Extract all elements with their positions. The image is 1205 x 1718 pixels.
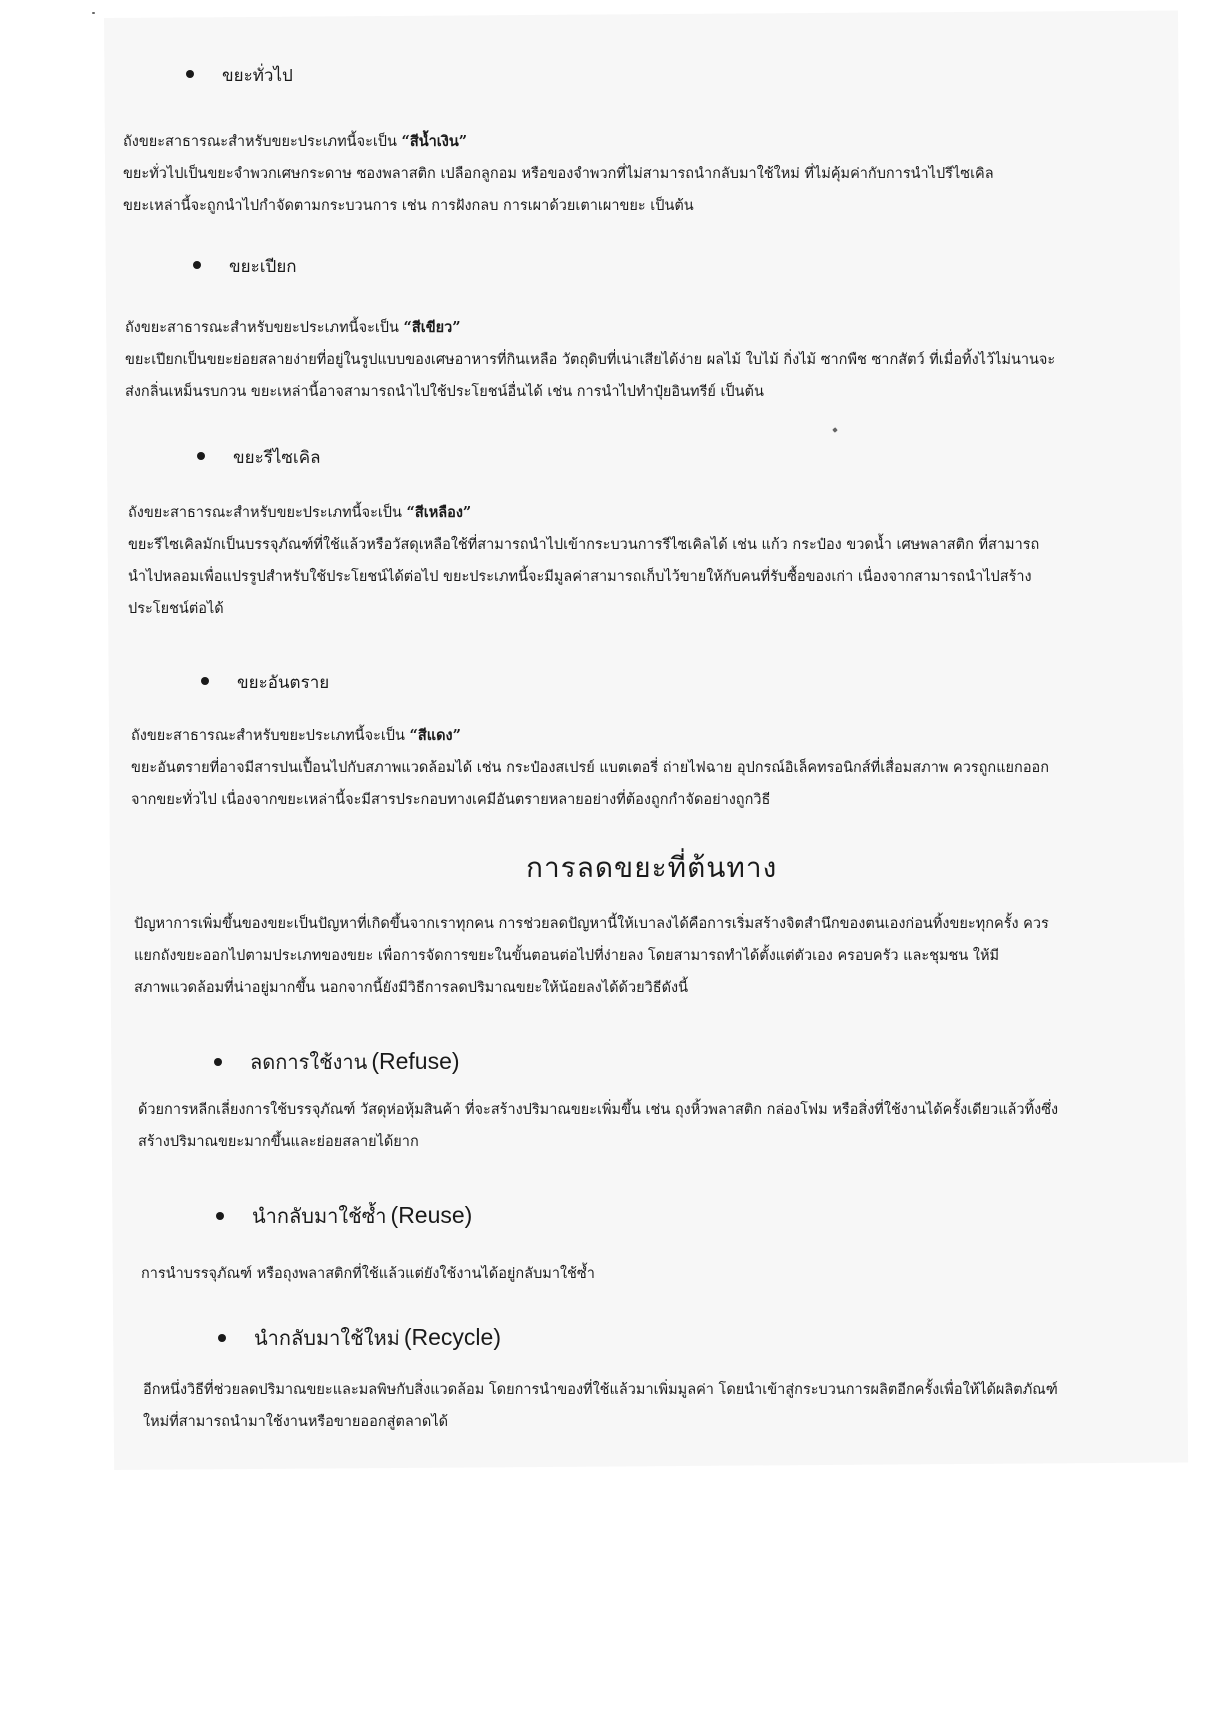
waste-type-heading: ขยะทั่วไป <box>222 66 293 86</box>
scan-speck <box>92 12 95 14</box>
bullet-icon <box>201 677 209 685</box>
bullet-icon <box>186 70 194 78</box>
waste-type-general <box>186 62 293 89</box>
method-label-th: ลดการใช้งาน <box>250 1050 368 1074</box>
method-label-en: (Refuse) <box>371 1048 460 1074</box>
description-line: อีกหนึ่งวิธีที่ช่วยลดปริมาณขยะและมลพิษกับสิ่งแวดล้อม โดยการนำของที่ใช้แล้วมาเพิ่มมูลค่า โดยนำเข้าสู่กระบวนการผลิตอีกครั้งเพื่อให้ได้ผลิตภัณฑ์ <box>143 1382 1058 1398</box>
intro-line: ปัญหาการเพิ่มขึ้นของขยะเป็นปัญหาที่เกิดขึ้นจากเราทุกคน การช่วยลดปัญหานี้ให้เบาลงได้คือการเริ่มสร้างจิตสำนึกของตนเองก่อนทิ้งขยะทุกครั้ง ควร <box>134 916 1049 932</box>
intro-line: แยกถังขยะออกไปตามประเภทของขยะ เพื่อการจัดการขยะในขั้นตอนต่อไปที่ง่ายลง โดยสามารถทำได้ตั้งแต่ตัวเอง ครอบครัว และชุมชน ให้มี <box>134 948 1000 964</box>
bin-color-line <box>125 312 1135 344</box>
bin-color-line <box>128 497 1138 529</box>
method-label-en: (Recycle) <box>403 1324 501 1350</box>
description-line: ขยะรีไซเคิลมักเป็นบรรจุภัณฑ์ที่ใช้แล้วหรือวัสดุเหลือใช้ที่สามารถนำไปเข้ากระบวนการรีไซเคิลได้ เช่น แก้ว กระป๋อง ขวดน้ำ เศษพลาสติก ที่สามารถ <box>128 537 1040 553</box>
bin-color-line <box>131 720 1141 752</box>
bullet-icon <box>197 452 205 460</box>
waste-type-wet <box>193 253 297 280</box>
section-intro <box>134 908 1144 1004</box>
bin-color-line <box>123 126 1133 158</box>
bin-prefix: ถังขยะสาธารณะสำหรับขยะประเภทนี้จะเป็น <box>125 320 399 336</box>
bullet-icon <box>218 1334 226 1342</box>
method-description <box>143 1374 1153 1438</box>
bin-prefix: ถังขยะสาธารณะสำหรับขยะประเภทนี้จะเป็น <box>123 134 397 150</box>
bin-prefix: ถังขยะสาธารณะสำหรับขยะประเภทนี้จะเป็น <box>131 728 405 744</box>
method-label-th: นำกลับมาใช้ใหม่ <box>254 1326 400 1350</box>
description-line: สร้างปริมาณขยะมากขึ้นและย่อยสลายได้ยาก <box>138 1134 419 1150</box>
waste-type-description <box>128 497 1138 625</box>
method-recycle <box>218 1322 501 1354</box>
intro-line: สภาพแวดล้อมที่น่าอยู่มากขึ้น นอกจากนี้ยังมีวิธีการลดปริมาณขยะให้น้อยลงได้ด้วยวิธีดังนี้ <box>134 980 688 996</box>
bullet-icon <box>216 1212 224 1220</box>
bin-color: “สีเหลือง” <box>406 504 472 521</box>
method-label-th: นำกลับมาใช้ซ้ำ <box>252 1204 387 1228</box>
waste-type-description <box>131 720 1141 816</box>
bin-color: “สีแดง” <box>409 727 461 744</box>
waste-type-heading: ขยะรีไซเคิล <box>233 448 321 468</box>
waste-type-heading: ขยะอันตราย <box>237 673 330 693</box>
description-line: นำไปหลอมเพื่อแปรรูปสำหรับใช้ประโยชน์ได้ต่อไป ขยะประเภทนี้จะมีมูลค่าสามารถเก็บไว้ขายให้กับคนที่รับซื้อของเก่า เนื่องจากสามารถนำไปสร้าง <box>128 569 1032 585</box>
description-line: ประโยชน์ต่อได้ <box>128 601 224 617</box>
waste-type-description <box>125 312 1135 408</box>
bin-color: “สีเขียว” <box>403 319 461 336</box>
description-line: การนำบรรจุภัณฑ์ หรือถุงพลาสติกที่ใช้แล้วแต่ยังใช้งานได้อยู่กลับมาใช้ซ้ำ <box>141 1266 595 1282</box>
bin-color: “สีน้ำเงิน” <box>401 133 468 150</box>
method-label-en: (Reuse) <box>390 1202 473 1228</box>
waste-type-recycle <box>197 444 321 471</box>
description-line: ด้วยการหลีกเลี่ยงการใช้บรรจุภัณฑ์ วัสดุห่อหุ้มสินค้า ที่จะสร้างปริมาณขยะเพิ่มขึ้น เช่น ถุงหิ้วพลาสติก กล่องโฟม หรือสิ่งที่ใช้งานได้ครั้งเดียวแล้วทิ้งซึ่ง <box>138 1102 1059 1118</box>
description-line: จากขยะทั่วไป เนื่องจากขยะเหล่านี้จะมีสารประกอบทางเคมีอันตรายหลายอย่างที่ต้องถูกกำจัดอย่างถูกวิธี <box>131 792 771 808</box>
waste-type-hazardous <box>201 669 329 696</box>
waste-type-description <box>123 126 1133 222</box>
section-title: การลดขยะที่ต้นทาง <box>526 851 778 884</box>
method-reuse <box>216 1200 472 1232</box>
method-description <box>141 1258 1151 1290</box>
description-line: ใหม่ที่สามารถนำมาใช้งานหรือขายออกสู่ตลาดได้ <box>143 1414 449 1430</box>
waste-type-heading: ขยะเปียก <box>229 257 297 277</box>
description-line: ขยะเหล่านี้จะถูกนำไปกำจัดตามกระบวนการ เช่น การฝังกลบ การเผาด้วยเตาเผาขยะ เป็นต้น <box>123 198 694 214</box>
description-line: ขยะเปียกเป็นขยะย่อยสลายง่ายที่อยู่ในรูปแบบของเศษอาหารที่กินเหลือ วัตถุดิบที่เน่าเสียได้ง่าย ผลไม้ ใบไม้ กิ่งไม้ ซากพืช ซากสัตว์ ที่เมื่อทิ้งไว้ไม่นานจะ <box>125 352 1056 368</box>
description-line: ส่งกลิ่นเหม็นรบกวน ขยะเหล่านี้อาจสามารถนำไปใช้ประโยชน์อื่นได้ เช่น การนำไปทำปุ๋ยอินทรีย์ เป็นต้น <box>125 384 764 400</box>
description-line: ขยะอันตรายที่อาจมีสารปนเปื้อนไปกับสภาพแวดล้อมได้ เช่น กระป๋องสเปรย์ แบตเตอรี่ ถ่ายไฟฉาย อุปกรณ์อิเล็คทรอนิกส์ที่เสื่อมสภาพ ควรถูกแยกออก <box>131 760 1050 776</box>
bullet-icon <box>214 1058 222 1066</box>
method-description <box>138 1094 1148 1158</box>
bin-prefix: ถังขยะสาธารณะสำหรับขยะประเภทนี้จะเป็น <box>128 505 402 521</box>
bullet-icon <box>193 261 201 269</box>
method-refuse <box>214 1046 460 1078</box>
description-line: ขยะทั่วไปเป็นขยะจำพวกเศษกระดาษ ซองพลาสติก เปลือกลูกอม หรือของจำพวกที่ไม่สามารถนำกลับมาใช้ใหม่ ที่ไม่คุ้มค่ากับการนำไปรีไซเคิล <box>123 166 994 182</box>
